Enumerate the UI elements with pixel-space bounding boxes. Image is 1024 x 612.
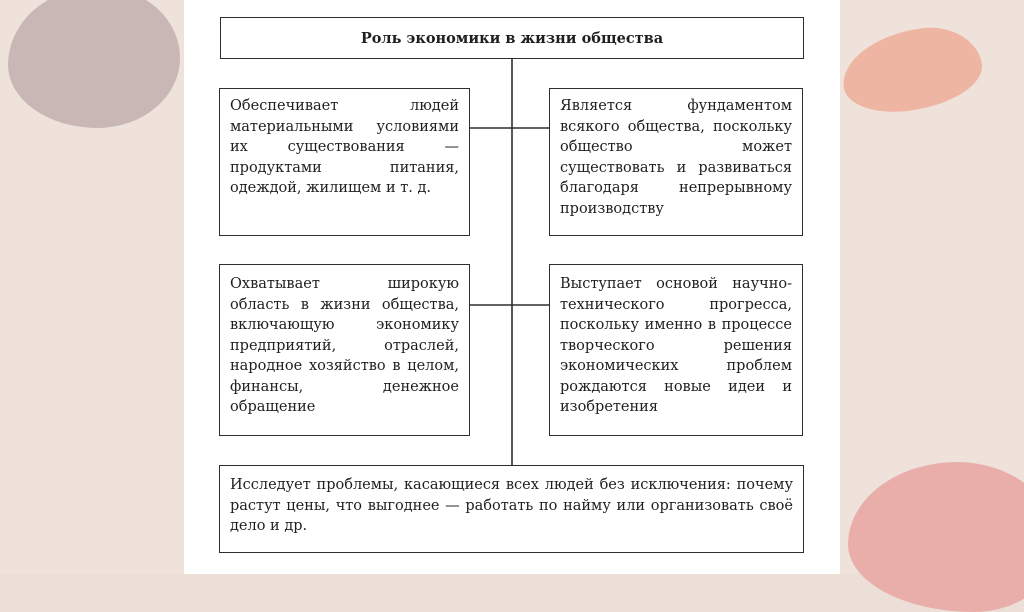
box-wide-area-of-life: Охватывает широкую область в жизни общества, включающую экономику предприятий, отраслей, народное хозяйство в целом, финансы, денежное обращение <box>219 264 470 436</box>
box-common-problems: Исследует проблемы, касающиеся всех людей без исключения: почему растут цены, что выгоднее — работать по найму или организовать своё дело и др. <box>219 465 804 553</box>
box-material-conditions: Обеспечивает людей материальными условиями их существования — продуктами питания, одеждой, жилищем и т. д. <box>219 88 470 236</box>
box-scientific-progress: Выступает основой научно-технического прогресса, поскольку именно в процессе творческого решения экономических проблем рождаются новые идеи и изобретения <box>549 264 803 436</box>
diagram-title: Роль экономики в жизни общества <box>220 17 804 59</box>
box-foundation-of-society: Является фундаментом всякого общества, поскольку общество может существовать и развиваться благодаря непрерывному производству <box>549 88 803 236</box>
